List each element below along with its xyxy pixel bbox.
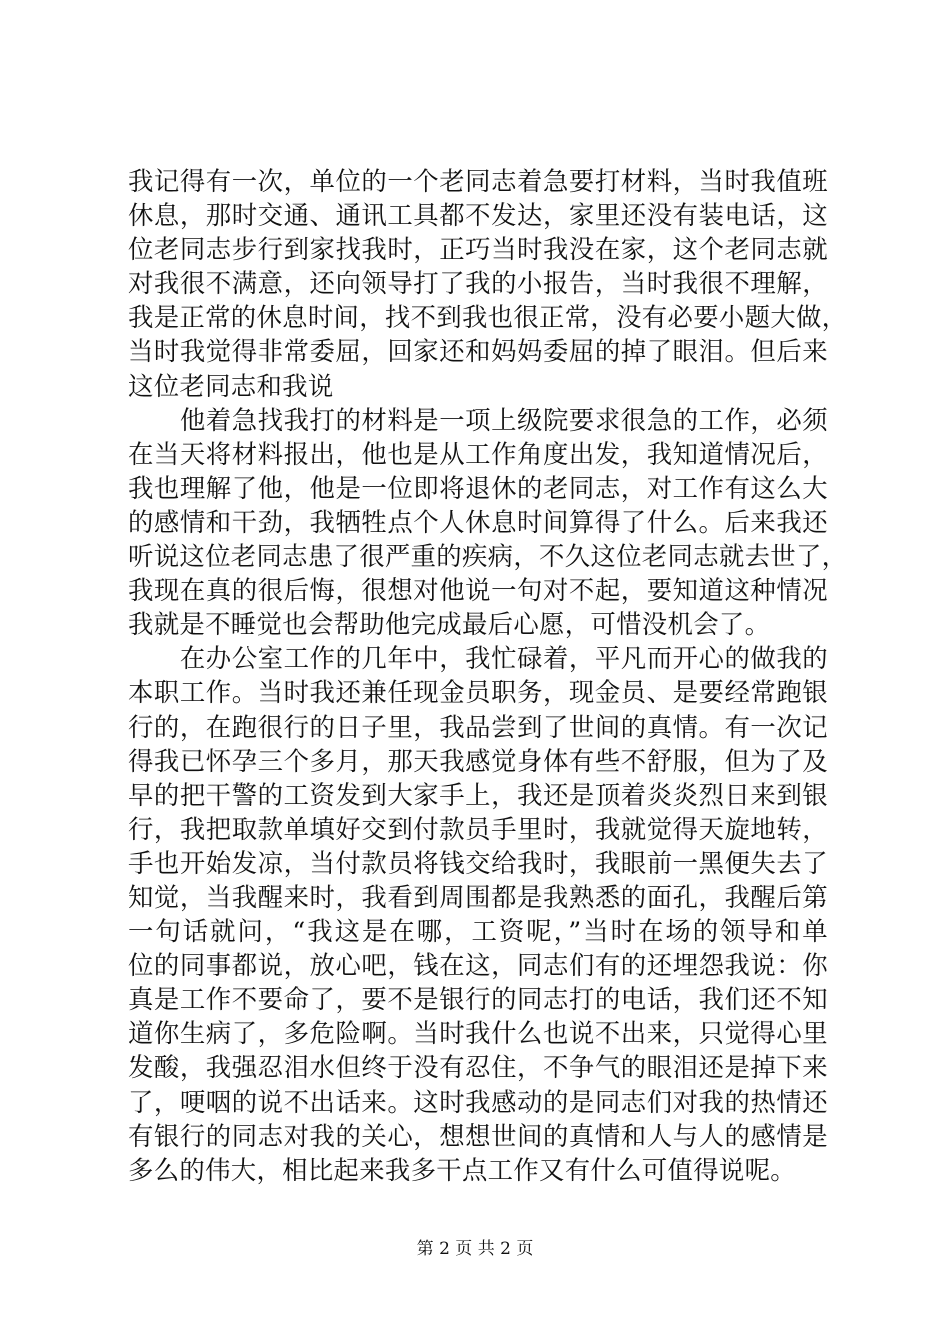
text-line: 一句话就问，“我这是在哪，工资呢，”当时在场的领导和单 — [128, 916, 828, 947]
text-line: 发酸，我强忍泪水但终于没有忍住，不争气的眼泪还是掉下来 — [128, 1052, 828, 1083]
text-line: 得我已怀孕三个多月，那天我感觉身体有些不舒服，但为了及 — [128, 745, 828, 776]
text-line: 手也开始发凉，当付款员将钱交给我时，我眼前一黑便失去了 — [128, 847, 828, 878]
text-line: 在当天将材料报出，他也是从工作角度出发，我知道情况后， — [128, 438, 828, 469]
text-line: 当时我觉得非常委屈，回家还和妈妈委屈的掉了眼泪。但后来 — [128, 336, 828, 367]
text-line: 的感情和干劲，我牺牲点个人休息时间算得了什么。后来我还 — [128, 506, 828, 537]
text-line: 行，我把取款单填好交到付款员手里时，我就觉得天旋地转， — [128, 813, 828, 844]
text-line: 真是工作不要命了，要不是银行的同志打的电话，我们还不知 — [128, 984, 828, 1015]
text-line: 多么的伟大，相比起来我多干点工作又有什么可值得说呢。 — [128, 1154, 796, 1185]
text-line: 他着急找我打的材料是一项上级院要求很急的工作，必须 — [128, 404, 828, 435]
paragraph-3 — [128, 641, 828, 1187]
text-line: 有银行的同志对我的关心，想想世间的真情和人与人的感情是 — [128, 1120, 828, 1151]
text-line: 休息，那时交通、通讯工具都不发达，家里还没有装电话，这 — [128, 200, 828, 231]
text-line: 对我很不满意，还向领导打了我的小报告，当时我很不理解， — [128, 268, 828, 299]
page-number-label: 第 2 页 共 2 页 — [416, 1239, 534, 1259]
text-line: 位老同志步行到家找我时，正巧当时我没在家，这个老同志就 — [128, 234, 828, 265]
text-line: 这位老同志和我说 — [128, 370, 334, 401]
page-footer — [0, 1238, 950, 1260]
text-line: 我记得有一次，单位的一个老同志着急要打材料，当时我值班 — [128, 166, 828, 196]
paragraph-2 — [128, 403, 848, 642]
text-line: 在办公室工作的几年中，我忙碌着，平凡而开心的做我的 — [128, 643, 828, 674]
text-line: 行的，在跑很行的日子里，我品尝到了世间的真情。有一次记 — [128, 711, 828, 742]
text-line: 我是正常的休息时间，找不到我也很正常，没有必要小题大做， — [128, 302, 848, 333]
text-line: 道你生病了，多危险啊。当时我什么也说不出来，只觉得心里 — [128, 1018, 828, 1049]
text-line: 本职工作。当时我还兼任现金员职务，现金员、是要经常跑银 — [128, 677, 828, 708]
text-line: 位的同事都说，放心吧，钱在这，同志们有的还埋怨我说：你 — [128, 950, 828, 981]
paragraph-1 — [128, 164, 848, 403]
text-line: 听说这位老同志患了很严重的疾病，不久这位老同志就去世了， — [128, 541, 848, 572]
text-line: 我现在真的很后悔，很想对他说一句对不起，要知道这种情况 — [128, 575, 828, 606]
text-line: 知觉，当我醒来时，我看到周围都是我熟悉的面孔，我醒后第 — [128, 881, 828, 912]
text-line: 我就是不睡觉也会帮助他完成最后心愿，可惜没机会了。 — [128, 609, 771, 640]
text-line: 我也理解了他，他是一位即将退休的老同志，对工作有这么大 — [128, 472, 828, 503]
text-line: 了，哽咽的说不出话来。这时我感动的是同志们对我的热情还 — [128, 1086, 828, 1117]
text-line: 早的把干警的工资发到大家手上，我还是顶着炎炎烈日来到银 — [128, 779, 828, 810]
body-text — [128, 164, 848, 1187]
